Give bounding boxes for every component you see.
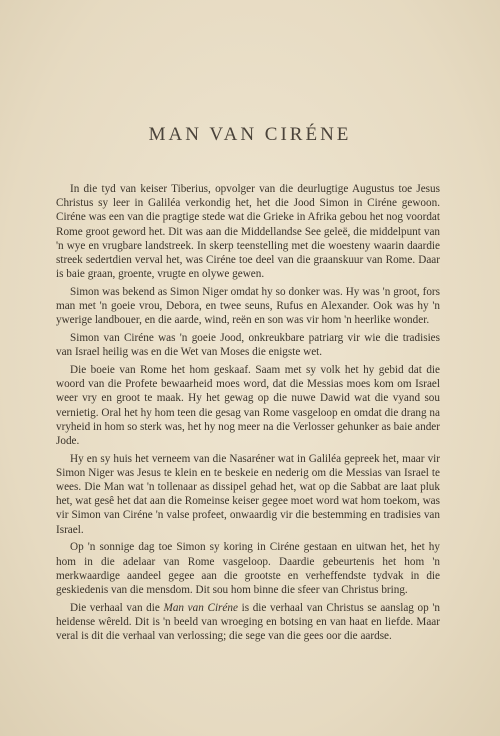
book-title-italic: Man van Ciréne — [163, 601, 238, 614]
paragraph-7-start: Die verhaal van die — [70, 601, 164, 614]
paragraph-1: In die tyd van keiser Tiberius, opvolger van die deurlugtige Augustus toe Jesus Christus sy leer in Galiléa verkondig het, het die Jood Simon in Ciréne gewoon. Ciréne was een van die pragtige stede wat die Grieke in Afrika gebou het nog voordat Rome groot geword het. Dit was aan die Middellandse See geleë, die middelpunt van 'n wye en vrugbare landstreek. In skerp teenstelling met die woesteny waarin daardie streek sedertdien verval het, was Ciréne toe deel van die graanskuur van Rome. Daar is baie graan, groente, vrugte en olywe gewen. — [56, 183, 440, 281]
paragraph-2: Simon was bekend as Simon Niger omdat hy so donker was. Hy was 'n groot, fors man met 'n goeie vrou, Debora, en twee seuns, Rufus en Alexander. Ook was hy 'n ywerige landbouer, en die aarde, wind, reën en son was vir hom 'n heerlike wonder. — [56, 285, 440, 327]
paragraph-6: Op 'n sonnige dag toe Simon sy koring in Ciréne gestaan en uitwan het, het hy hom in die adelaar van Rome vasgeloop. Daardie gebeurtenis het hom 'n merkwaardige aandeel gegee aan die grootste en verheffendste tydvak in die geskiedenis van die mensdom. Dit sou hom binne die sfeer van Christus bring. — [56, 541, 440, 596]
chapter-title: MAN VAN CIRÉNE — [148, 124, 352, 145]
paragraph-3: Simon van Ciréne was 'n goeie Jood, onkreukbare patriarg vir wie die tradisies van Israel heilig was en die Wet van Moses die enigste wet. — [56, 332, 440, 359]
chapter-body — [56, 182, 440, 643]
paragraph-7 — [56, 601, 440, 644]
paragraph-4: Die boeie van Rome het hom geskaaf. Saam met sy volk het hy gebid dat die woord van die Profete bewaarheid moes word, dat die Messias moes kom om Israel weer vry en groot te maak. Hy het gewag op die nuwe Dawid wat die vyand sou vernietig. Oral het hy hom teen die gesag van Rome vasgeloop en omdat die drang na vryheid in hom so sterk was, het hy nog meer na die Verlosser gehunker as baie ander Jode. — [56, 363, 440, 447]
paragraph-5: Hy en sy huis het verneem van die Nasaréner wat in Galiléa gepreek het, maar vir Simon Niger was Jesus te klein en te beskeie en nederig om die Messias van Israel te wees. Die Man wat 'n tollenaar as dissipel gehad het, wat op die Sabbat are laat pluk het, wat gesê het dat aan die Romeinse keiser gegee moet word wat hom toekom, was vir Simon van Ciréne 'n valse profeet, onwaardig vir die bestemming en tradisies van Israel. — [56, 452, 440, 536]
paragraph-7-end: is die verhaal van Christus se aanslag op 'n heidense wêreld. Dit is 'n beeld van wroeging en botsing en van haat en liefde. Maar veral is dit die verhaal van verlossing; die sege van die gees oor die aardse. — [56, 601, 440, 643]
